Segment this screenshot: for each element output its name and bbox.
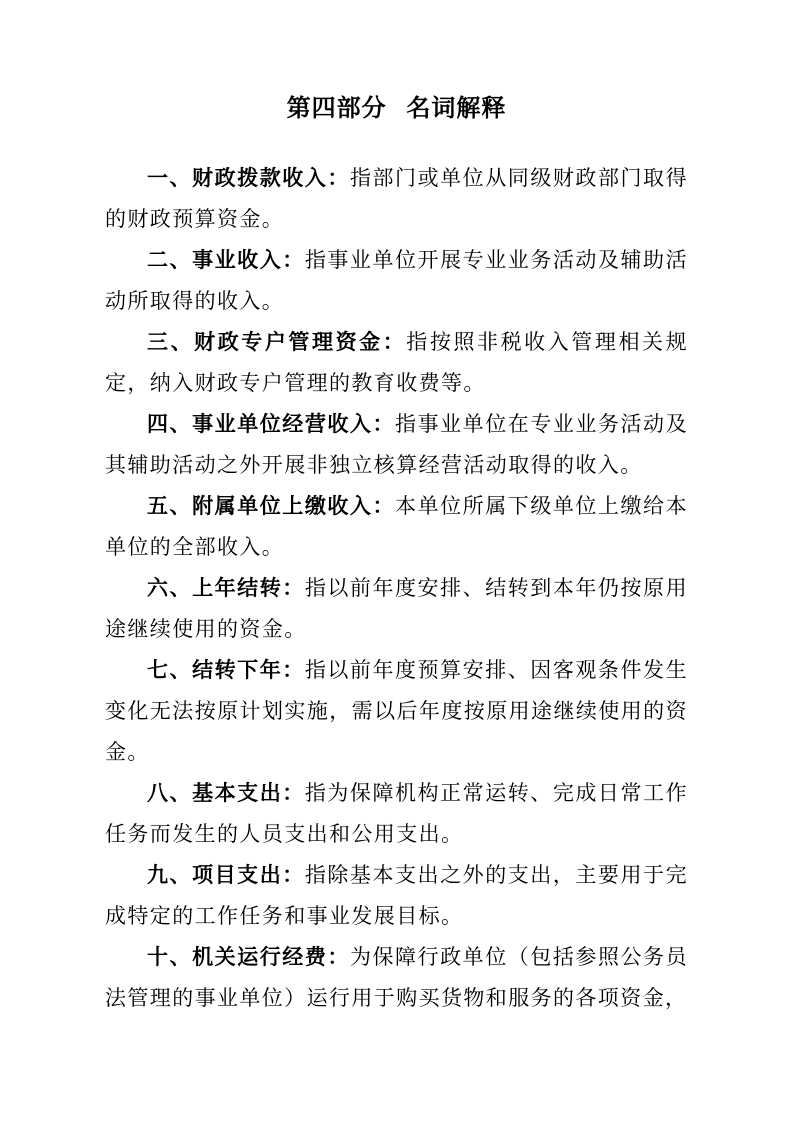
definition-paragraph-5 (105, 486, 688, 568)
term-label-2: 二、事业收入： (147, 248, 305, 272)
term-label-4: 四、事业单位经营收入： (147, 412, 396, 436)
term-label-6: 六、上年结转： (147, 576, 305, 600)
definition-paragraph-7 (105, 650, 688, 773)
definition-paragraph-2 (105, 240, 688, 322)
document-title: 第四部分 名词解释 (286, 95, 507, 122)
term-definition-10: 为保障行政单位（包括参照公务员法管理的事业单位）运行用于购买货物和服务的各项资金， (105, 945, 688, 1010)
term-definition-6: 指以前年度安排、结转到本年仍按原用途继续使用的资金。 (105, 576, 688, 641)
term-label-3: 三、财政专户管理资金： (147, 330, 407, 354)
term-definition-4: 指事业单位在专业业务活动及其辅助活动之外开展非独立核算经营活动取得的收入。 (105, 412, 688, 477)
definition-paragraph-10 (105, 937, 688, 1019)
term-label-1: 一、财政拨款收入： (147, 166, 350, 190)
term-definition-8: 指为保障机构正常运转、完成日常工作任务而发生的人员支出和公用支出。 (105, 781, 688, 846)
term-definition-5: 本单位所属下级单位上缴给本单位的全部收入。 (105, 494, 688, 559)
definition-paragraph-9 (105, 855, 688, 937)
term-label-10: 十、机关运行经费： (147, 945, 350, 969)
term-definition-7: 指以前年度预算安排、因客观条件发生变化无法按原计划实施，需以后年度按原用途继续使用的资金。 (105, 658, 688, 764)
term-label-8: 八、基本支出： (147, 781, 305, 805)
definition-paragraph-3 (105, 322, 688, 404)
term-definition-3: 指按照非税收入管理相关规定，纳入财政专户管理的教育收费等。 (105, 330, 688, 395)
definition-paragraph-1 (105, 158, 688, 240)
term-definition-1: 指部门或单位从同级财政部门取得的财政预算资金。 (105, 166, 688, 231)
term-label-7: 七、结转下年： (147, 658, 305, 682)
term-definition-9: 指除基本支出之外的支出，主要用于完成特定的工作任务和事业发展目标。 (105, 863, 688, 928)
definition-paragraph-6 (105, 568, 688, 650)
definition-paragraph-4 (105, 404, 688, 486)
term-label-5: 五、附属单位上缴收入： (147, 494, 396, 518)
term-definition-2: 指事业单位开展专业业务活动及辅助活动所取得的收入。 (105, 248, 688, 313)
definition-paragraph-8 (105, 773, 688, 855)
term-label-9: 九、项目支出： (147, 863, 305, 887)
